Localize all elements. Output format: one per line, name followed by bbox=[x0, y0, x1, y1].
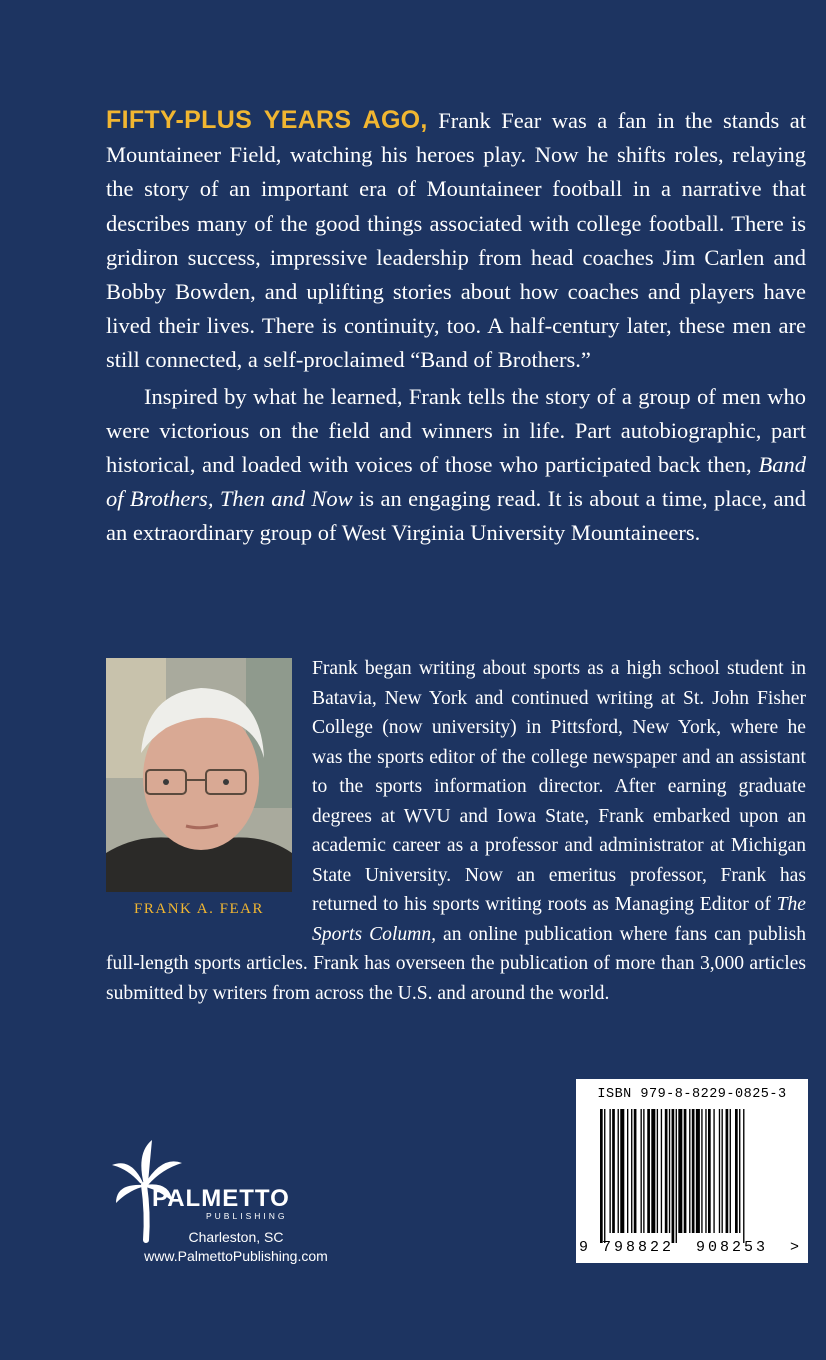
author-bio bbox=[106, 654, 806, 1008]
barcode-bar bbox=[676, 1109, 677, 1243]
isbn-label: ISBN 979-8-8229-0825-3 bbox=[597, 1087, 787, 1102]
barcode-bar bbox=[678, 1109, 682, 1233]
publisher-name: PALMETTO bbox=[152, 1185, 290, 1212]
photo-caption: FRANK A. FEAR bbox=[134, 901, 264, 917]
publication-title: The Sports Column, bbox=[312, 894, 806, 945]
blurb-p2-text-b: is an engaging read. It is about a time, place, and an extraordinary group of West Virginia University Mountaineers. bbox=[106, 486, 806, 546]
barcode-bar bbox=[730, 1109, 731, 1233]
barcode-bar bbox=[618, 1109, 619, 1233]
barcode-bar bbox=[669, 1109, 670, 1233]
publisher-subtitle: PUBLISHING bbox=[206, 1211, 288, 1221]
barcode-bar bbox=[726, 1109, 729, 1233]
barcode-bar bbox=[713, 1109, 714, 1233]
barcode-bar bbox=[692, 1109, 695, 1233]
barcode-bar bbox=[701, 1109, 702, 1233]
barcode-bar bbox=[651, 1109, 655, 1233]
barcode-bar bbox=[722, 1109, 723, 1233]
blurb-lead: FIFTY-PLUS YEARS AGO, bbox=[106, 106, 428, 134]
barcode-bar bbox=[743, 1109, 744, 1243]
blurb-p1-text: Frank Fear was a fan in the stands at Mountaineer Field, watching his heroes play. Now he shifts roles, relaying the story of an important era of Mountaineer football in a narrative that describes many of the good things associated with college football. There is gridiron success, impressive leadership from head coaches Jim Carlen and Bobby Bowden, and uplifting stories about how coaches and players have lived their lives. There is continuity, too. A half-century later, these men are still connected, a self-proclaimed “Band of Brothers.” bbox=[106, 108, 807, 373]
barcode-bar bbox=[631, 1109, 632, 1233]
barcode-bar bbox=[641, 1109, 642, 1233]
barcode-bar bbox=[739, 1109, 740, 1233]
barcode-bar bbox=[612, 1109, 615, 1233]
blurb-p2-text-a: Inspired by what he learned, Frank tells the story of a group of men who were victorious on the field and winners in life. Part autobiographic, part historical, and loaded with voices of those who participated back then, bbox=[106, 383, 806, 478]
barcode-bar bbox=[634, 1109, 637, 1233]
barcode-bar bbox=[657, 1109, 658, 1233]
barcode-bar bbox=[719, 1109, 720, 1233]
barcode-bars bbox=[586, 1109, 798, 1243]
barcode-bar bbox=[735, 1109, 738, 1233]
barcode-bar bbox=[661, 1109, 662, 1233]
barcode-bar bbox=[620, 1109, 624, 1233]
barcode-bar bbox=[665, 1109, 668, 1233]
blurb-paragraph-2 bbox=[106, 380, 806, 551]
publisher-url: www.PalmettoPublishing.com bbox=[144, 1248, 328, 1264]
barcode-bar bbox=[708, 1109, 711, 1233]
photo-spacer bbox=[106, 654, 312, 936]
barcode-bar bbox=[672, 1109, 675, 1243]
barcode-end-mark: > bbox=[790, 1239, 800, 1256]
barcode-bar bbox=[627, 1109, 628, 1233]
barcode-bar bbox=[600, 1109, 603, 1243]
barcode-bar bbox=[647, 1109, 650, 1233]
back-cover-blurb bbox=[106, 103, 806, 551]
barcode-group-1: 798822 bbox=[602, 1239, 675, 1256]
barcode-group-2: 908253 bbox=[696, 1239, 769, 1256]
barcode-bar bbox=[604, 1109, 605, 1243]
barcode-bar bbox=[643, 1109, 644, 1233]
publisher-city: Charleston, SC bbox=[188, 1229, 284, 1245]
barcode-bar bbox=[684, 1109, 687, 1233]
bio-text-b: an online publication where fans can publish full-length sports articles. Frank has overseen the publication of more than 3,000 articles submitted by writers from across the U.S. and around the world. bbox=[106, 923, 806, 1004]
barcode-bar bbox=[609, 1109, 610, 1233]
barcode-first-digit: 9 bbox=[579, 1239, 589, 1256]
book-title: Band of Brothers, Then and Now bbox=[106, 452, 806, 512]
barcode-bar bbox=[705, 1109, 706, 1233]
barcode-bar bbox=[696, 1109, 700, 1233]
isbn-barcode bbox=[576, 1079, 808, 1263]
blurb-paragraph-1 bbox=[106, 103, 806, 378]
bio-text-a: Frank began writing about sports as a high school student in Batavia, New York and continued writing at St. John Fisher College (now university) in Pittsford, New York, where he was the sports editor of the college newspaper and an assistant to the sports information director. After earning graduate degrees at WVU and Iowa State, Frank embarked upon an academic career as a professor and administrator at Michigan State University. Now an emeritus professor, Frank has returned to his sports writing roots as Managing Editor of bbox=[312, 658, 806, 915]
barcode-bar bbox=[689, 1109, 690, 1233]
